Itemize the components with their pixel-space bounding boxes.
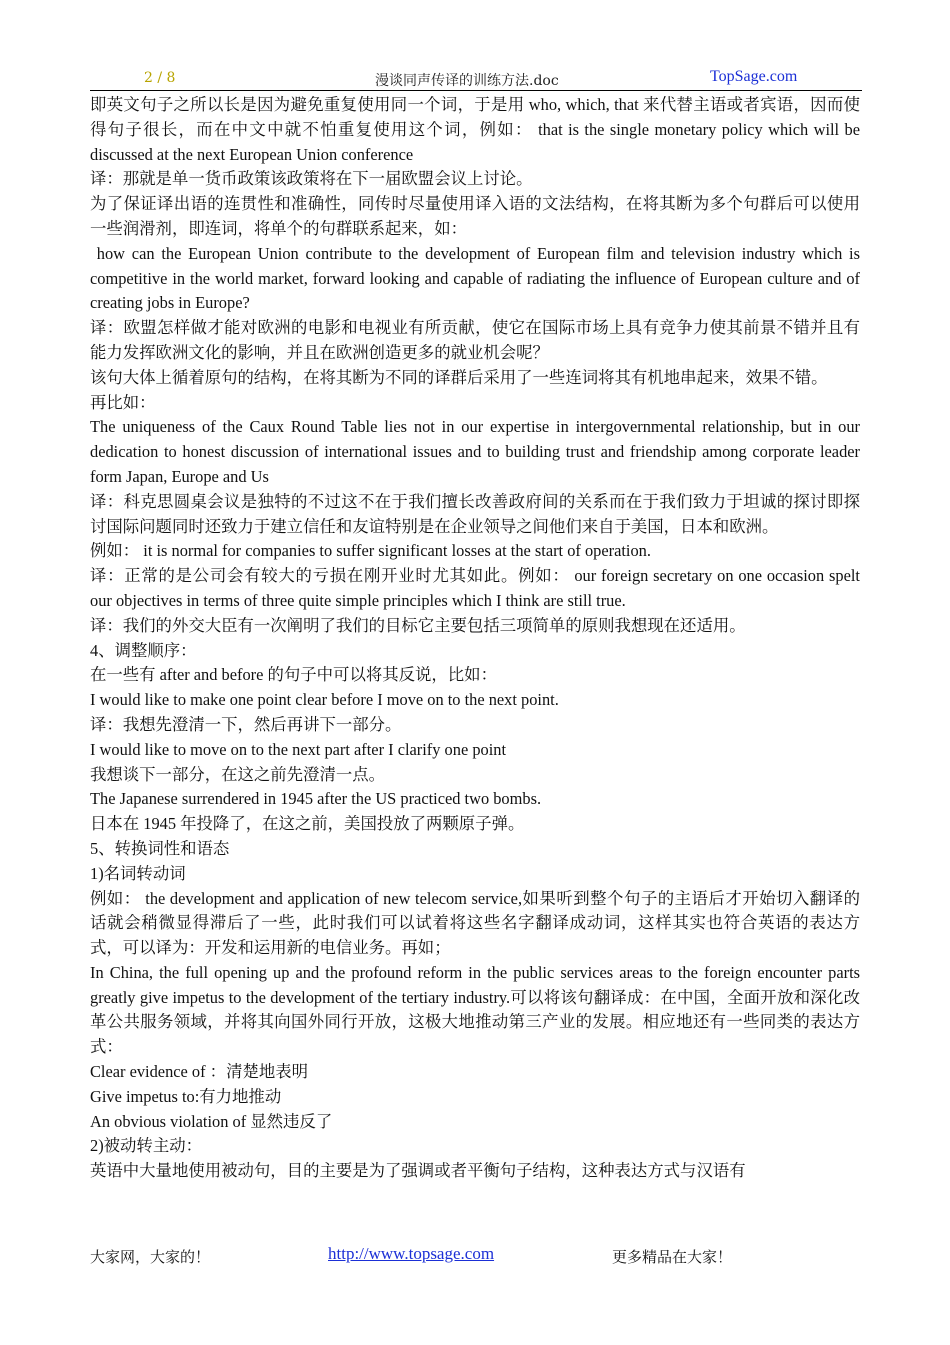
subsection-heading: 1)名词转动词 [90,863,186,883]
section-heading: 5、转换词性和语态 [90,838,230,858]
paragraph: 译：科克思圆桌会议是独特的不过这不在于我们擅长改善政府间的关系而在于我们致力于坦诚的探讨即探讨国际问题同时还致力于建立信任和友谊特别是在企业领导之间他们来自于美国，日本和欧洲。 [90,491,860,536]
paragraph: 该句大体上循着原句的结构，在将其断为不同的译群后采用了一些连词将其有机地串起来，效果不错。 [90,367,828,387]
paragraph: In China, the full opening up and the profound reform in the public services areas to the foreign encounter parts greatly give impetus to the development of the tertiary industry.可以将该句翻译成：在中国，全面开放和深化改革公共服务领域，并将其向国外同行开放，这极大地推动第三产业的发展。相应地还有一些同类的表达方式： [90,962,860,1057]
paragraph: 译：我想先澄清一下，然后再讲下一部分。 [90,714,402,734]
paragraph: 即英文句子之所以长是因为避免重复使用同一个词，于是用 who, which, that 来代替主语或者宾语，因而使得句子很长，而在中文中就不怕重复使用这个词，例如： that is the single monetary policy which will be discussed at the next European Union conference [90,95,860,164]
document-body [90,93,860,1184]
paragraph: An obvious violation of 显然违反了 [90,1111,333,1131]
page-number: 2 / 8 [144,70,176,86]
paragraph: The uniqueness of the Caux Round Table lies not in our expertise in intergovernmental relationship, but in our dedication to honest discussion of international issues and to building trust and friendship among corporate leader form Japan, Europe and Us [90,417,860,486]
paragraph: Give impetus to:有力地推动 [90,1086,282,1106]
brand-name: TopSage.com [710,68,798,85]
footer-tagline: 更多精品在大家！ [612,1250,733,1266]
footer-link[interactable]: http://www.topsage.com [328,1244,495,1263]
paragraph: 日本在 1945 年投降了，在这之前，美国投放了两颗原子弹。 [90,814,525,834]
paragraph: I would like to move on to the next part after I clarify one point [90,739,507,759]
paragraph: 为了保证译出语的连贯性和准确性，同传时尽量使用译入语的文法结构，在将其断为多个句群后可以使用一些润滑剂，即连词，将单个的句群联系起来，如： [90,194,860,238]
paragraph: 英语中大量地使用被动句，目的主要是为了强调或者平衡句子结构，这种表达方式与汉语有 [90,1161,746,1181]
paragraph: 再比如： [90,392,156,412]
footer-slogan: 大家网，大家的！ [90,1250,211,1266]
page-footer [90,1244,862,1268]
paragraph: The Japanese surrendered in 1945 after the US practiced two bombs. [90,789,542,809]
paragraph: Clear evidence of ：清楚地表明 [90,1062,309,1082]
paragraph: 在一些有 after and before 的句子中可以将其反说，比如： [90,665,497,685]
paragraph: 我想谈下一部分，在这之前先澄清一点。 [90,764,386,784]
paragraph: 译：正常的是公司会有较大的亏损在刚开业时尤其如此。例如： our foreign secretary on one occasion spelt our objectives in terms of three quite simple principles which I think are still true. [90,566,860,610]
paragraph: how can the European Union contribute to the development of European film and television industry which is competitive in the world market, forward looking and capable of radiating the influence of European culture and of creating jobs in Europe? [90,243,860,313]
paragraph: 例如： the development and application of new telecom service,如果听到整个句子的主语后才开始切入翻译的话就会稍微显得滞后了一些，此时我们可以试着将这些名字翻译成动词，这样其实也符合英语的表达方式，可以译为：开发和运用新的电信业务。再如； [90,888,860,958]
section-heading: 4、调整顺序： [90,640,197,660]
paragraph: 译：我们的外交大臣有一次阐明了我们的目标它主要包括三项简单的原则我想现在还适用。 [90,615,746,635]
paragraph: 例如： it is normal for companies to suffer significant losses at the start of operation. [90,541,651,561]
page-header [90,68,862,90]
subsection-heading: 2)被动转主动： [90,1136,202,1156]
header-divider [90,90,862,91]
paragraph: 译：欧盟怎样做才能对欧洲的电影和电视业有所贡献，使它在国际市场上具有竞争力使其前景不错并且有能力发挥欧洲文化的影响，并且在欧洲创造更多的就业机会呢？ [90,318,860,362]
document-title: 漫谈同声传译的训练方法.doc [375,73,559,89]
paragraph: 译：那就是单一货币政策该政策将在下一届欧盟会议上讨论。 [90,169,533,189]
paragraph: I would like to make one point clear before I move on to the next point. [90,690,559,710]
